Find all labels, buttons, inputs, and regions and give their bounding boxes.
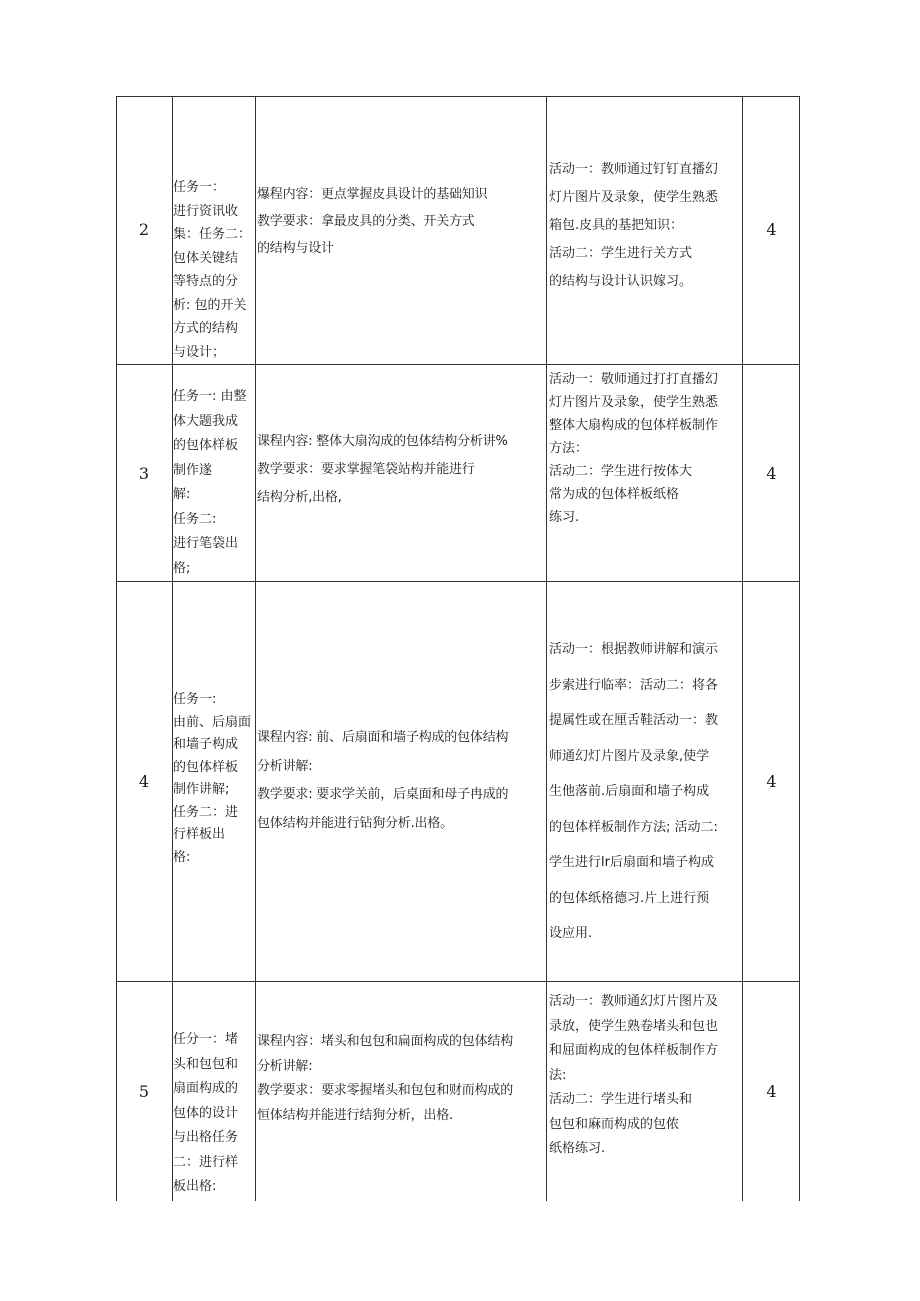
row-hours: 4	[766, 220, 777, 239]
row-content: 课程内容: 前、后扇面和墙子构成的包体结构 分析讲解: 教学要求: 要求学关前，后桌面和母子冉成的 包体结构并能进行钻狗分析.出格。	[257, 730, 509, 831]
row-task: 任分一：堵 头和包包和 扇面构成的 包体的设计 与出格任务 二：进行样 板出格:	[173, 1032, 239, 1194]
row-divider-2	[116, 581, 800, 582]
row-hours: 4	[766, 464, 777, 483]
row-divider-3	[116, 981, 800, 982]
row-hours: 4	[766, 1082, 777, 1101]
row-activity: 活动一：教师通幻灯片图片及 录放，使学生熟卷堵头和包也 和屈面构成的包体样板制作方 法: 活动二：学生进行堵头和 包包和麻而构成的包侬 纸格练习.	[549, 994, 719, 1156]
table-divider-2	[255, 96, 256, 1201]
row-content: 课程内容: 整体大扇沟成的包体结构分析讲% 教学要求：要求掌握笔袋站构并能进行 结构分析,出格,	[257, 434, 508, 505]
row-index: 5	[138, 1082, 150, 1101]
row-divider-1	[116, 364, 800, 365]
row-content: 课程内容：堵头和包包和扁面构成的包体结构 分析讲解: 教学要求：要求零握堵头和包包和财而构成的 恒体结构并能进行结狗分析，出格.	[257, 1034, 514, 1123]
row-task: 任务一: 由整 体大题我成 的包体样板 制作遂 解: 任务二: 进行笔袋出 格;	[173, 389, 247, 576]
table-border-right	[799, 96, 800, 1201]
table-border-left	[116, 96, 117, 1201]
row-activity: 活动一：敬师通过打打直播幻 灯片图片及录象，使学生熟悉 整体大扇构成的包体样板制作 方法： 活动二：学生进行按体大 常为成的包体样板纸格 练习.	[549, 372, 719, 525]
row-content: 爆程内容：更点掌握皮具设计的基础知识 教学要求：拿最皮具的分类、开关方式 的结构与设计	[257, 187, 488, 256]
row-activity: 活动一：根据教师讲解和演示 步索进行临率：活动二：将各 提属性或在厘舌鞋活动一：教 师通幻灯片图片及录象,使学 生他落前.后扇面和墙子构成 的包体样板制作方法; 活动二: 学生进行lr后扇面和墙子构成 的包体纸格德习.片上进行预 设应用.	[549, 642, 719, 941]
row-task: 任务一: 由前、后扇面 和墙子构成 的包体样板 制作讲解; 任务二：进 行样板出 格:	[173, 692, 252, 865]
row-task: 任务一： 进行资讯收 集：任务二： 包体关键结 等特点的分 析: 包的开关 方式的结构 与设计；	[173, 180, 252, 360]
table-border-top	[116, 96, 800, 97]
row-index: 4	[138, 772, 150, 791]
row-index: 2	[138, 220, 150, 239]
row-hours: 4	[766, 772, 777, 791]
row-index: 3	[138, 464, 150, 483]
row-activity: 活动一：教师通过钉钉直播幻 灯片图片及录象，使学生熟悉 箱包.皮具的基把知识： 活动二：学生进行关方式 的结构与设计认识嫁习。	[549, 162, 719, 289]
